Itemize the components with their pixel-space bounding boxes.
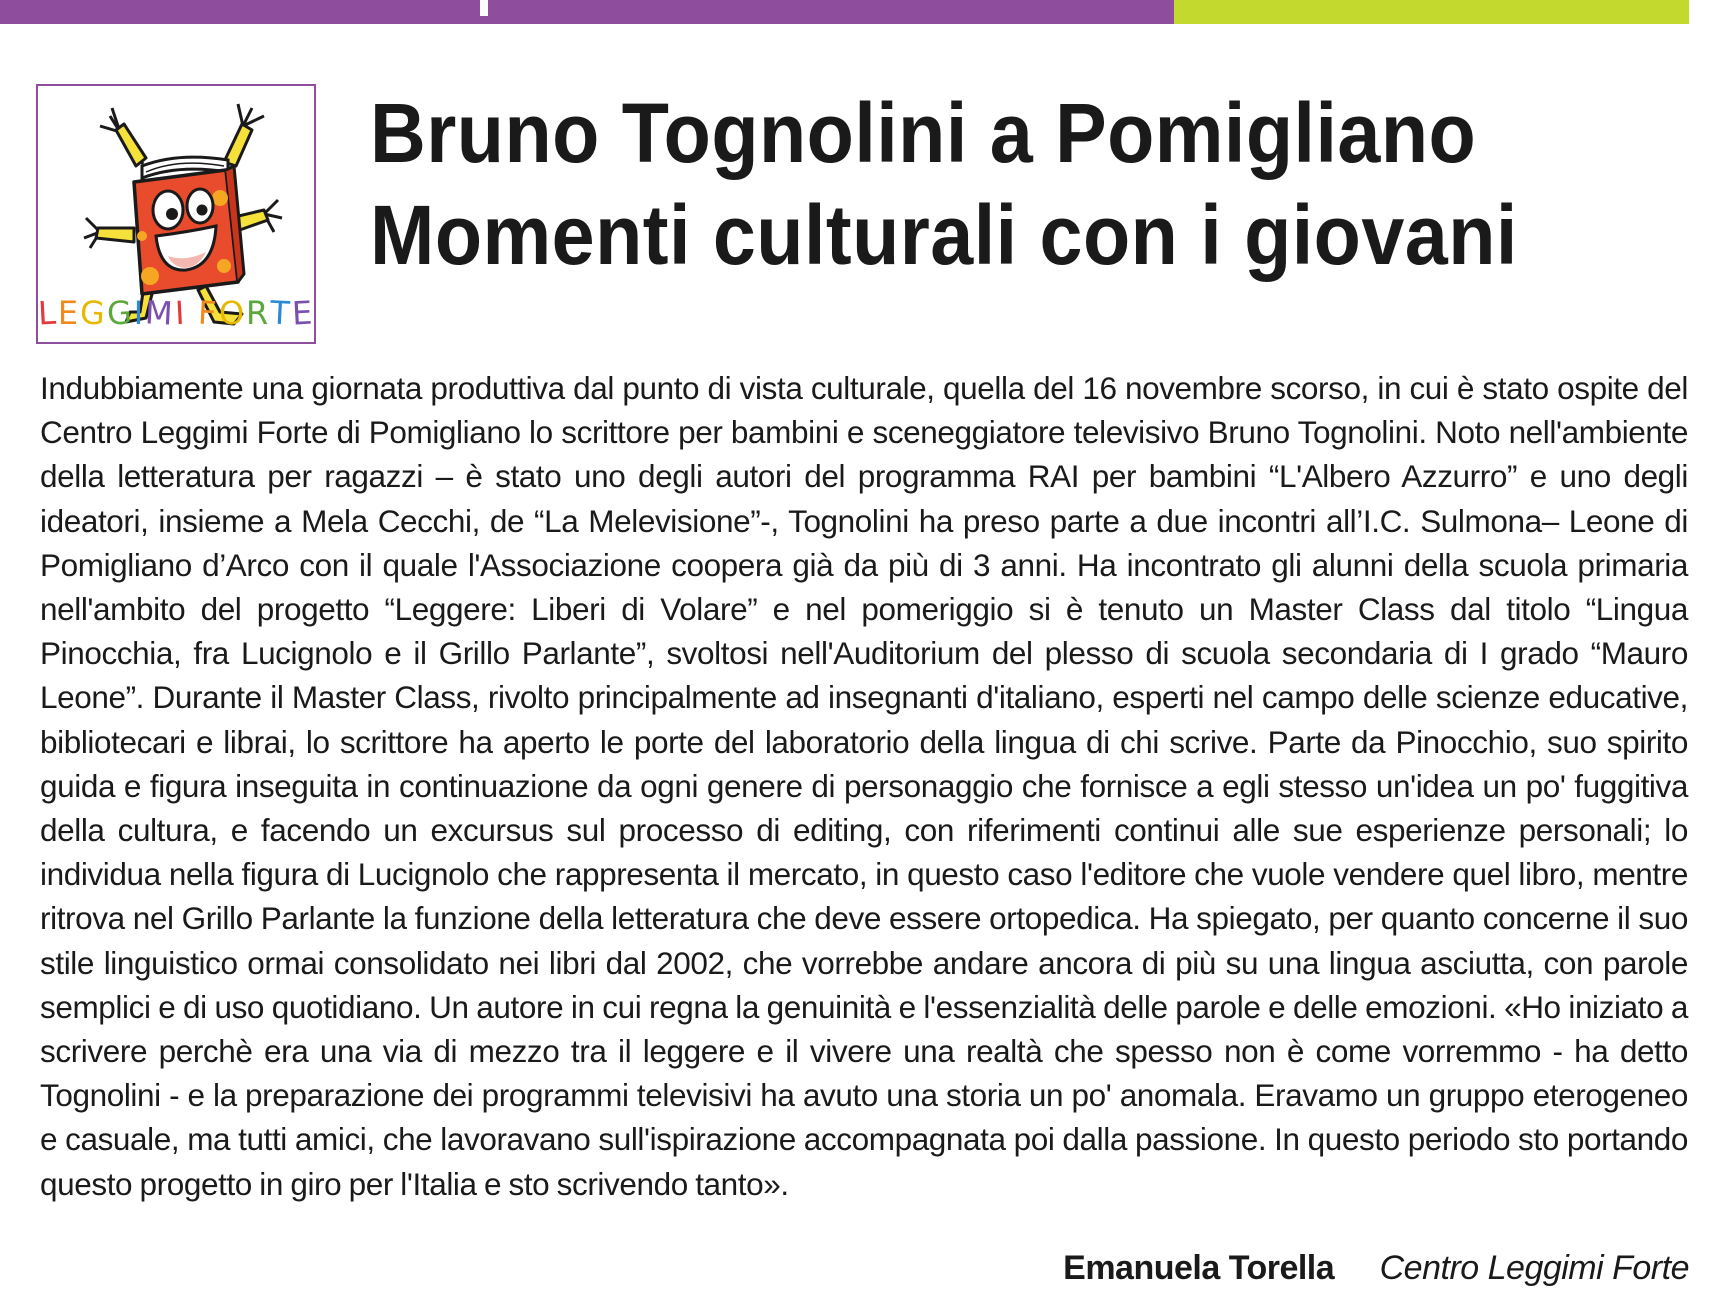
- logo-letter: R: [245, 294, 271, 332]
- logo-wordmark: [38, 294, 314, 332]
- logo-letter: E: [290, 293, 315, 333]
- byline-organization: Centro Leggimi Forte: [1379, 1249, 1689, 1287]
- logo-letter: I: [133, 294, 146, 332]
- article-headline: [370, 82, 1594, 286]
- logo-letter: G: [105, 293, 135, 333]
- article-body: Indubbiamente una giornata produttiva dal punto di vista culturale, quella del 16 novembre scorso, in cui è stato ospite del Centro Leggimi Forte di Pomigliano lo scrittore per bambini e sceneggiatore televisivo Bruno Tognolini. Noto nell'ambiente della letteratura per ragazzi – è stato uno degli autori del programma RAI per bambini “L'Albero Azzurro” e uno degli ideatori, insieme a Mela Cecchi, de “La Melevisione”-, Tognolini ha preso parte a due incontri all’I.C. Sulmona– Leone di Pomigliano d’Arco con il quale l'Associazione coopera già da più di 3 anni. Ha incontrato gli alunni della scuola primaria nell'ambito del progetto “Leggere: Liberi di Volare” e nel pomeriggio si è tenuto un Master Class dal titolo “Lingua Pinocchia, fra Lucignolo e il Grillo Parlante”, svoltosi nell'Auditorium del plesso di scuola secondaria di I grado “Mauro Leone”. Durante il Master Class, rivolto principalmente ad insegnanti d'italiano, esperti nel campo delle scienze educative, bibliotecari e librai, lo scrittore ha aperto le porte del laboratorio della lingua di chi scrive. Parte da Pinocchio, suo spirito guida e figura inseguita in continuazione da ogni genere di personaggio che fornisce a egli stesso un'idea un po' fuggitiva della cultura, e facendo un excursus sul processo di editing, con riferimenti continui alle sue esperienze personali; lo individua nella figura di Lucignolo che rappresenta il mercato, in questo caso l'editore che vuole vendere quel libro, mentre ritrova nel Grillo Parlante la funzione della letteratura che deve essere ortopedica. Ha spiegato, per quanto concerne il suo stile linguistico ormai consolidato nei libri dal 2002, che vorrebbe andare ancora di più su una lingua asciutta, con parole semplici e di uso quotidiano. Un autore in cui regna la genuinità e l'essenzialità delle parole e delle emozioni. «Ho iniziato a scrivere perchè era una via di mezzo tra il leggere e il vivere una realtà che spesso non è come vorremmo - ha detto Tognolini - e la preparazione dei programmi televisivi ha avuto una storia un po' anomala. Eravamo un gruppo eterogeneo e casuale, ma tutti amici, che lavoravano sull'ispirazione accompagnata poi dalla passione. In questo periodo sto portando questo progetto in giro per l'Italia e sto scrivendo tanto».: [40, 370, 1688, 1202]
- logo-letter: M: [144, 293, 176, 333]
- byline: [1063, 1246, 1689, 1290]
- byline-author: Emanuela Torella: [1063, 1249, 1335, 1287]
- top-bar-notch: [480, 0, 488, 16]
- leggimi-forte-logo: [36, 84, 316, 344]
- logo-letter: T: [269, 293, 293, 333]
- logo-letter: G: [79, 293, 108, 333]
- logo-letter: E: [57, 294, 81, 332]
- top-bar-green-segment: [1174, 0, 1689, 24]
- headline-line-1: Bruno Tognolini a Pomigliano: [370, 86, 1477, 180]
- logo-letter: F: [197, 293, 220, 333]
- top-bar-purple-segment: [0, 0, 1174, 24]
- logo-letter: I: [173, 293, 188, 333]
- top-color-bar: [0, 0, 1689, 24]
- headline-line-2: Momenti culturali con i giovani: [370, 188, 1518, 282]
- logo-letter: L: [37, 293, 59, 333]
- logo-letter: O: [217, 293, 247, 333]
